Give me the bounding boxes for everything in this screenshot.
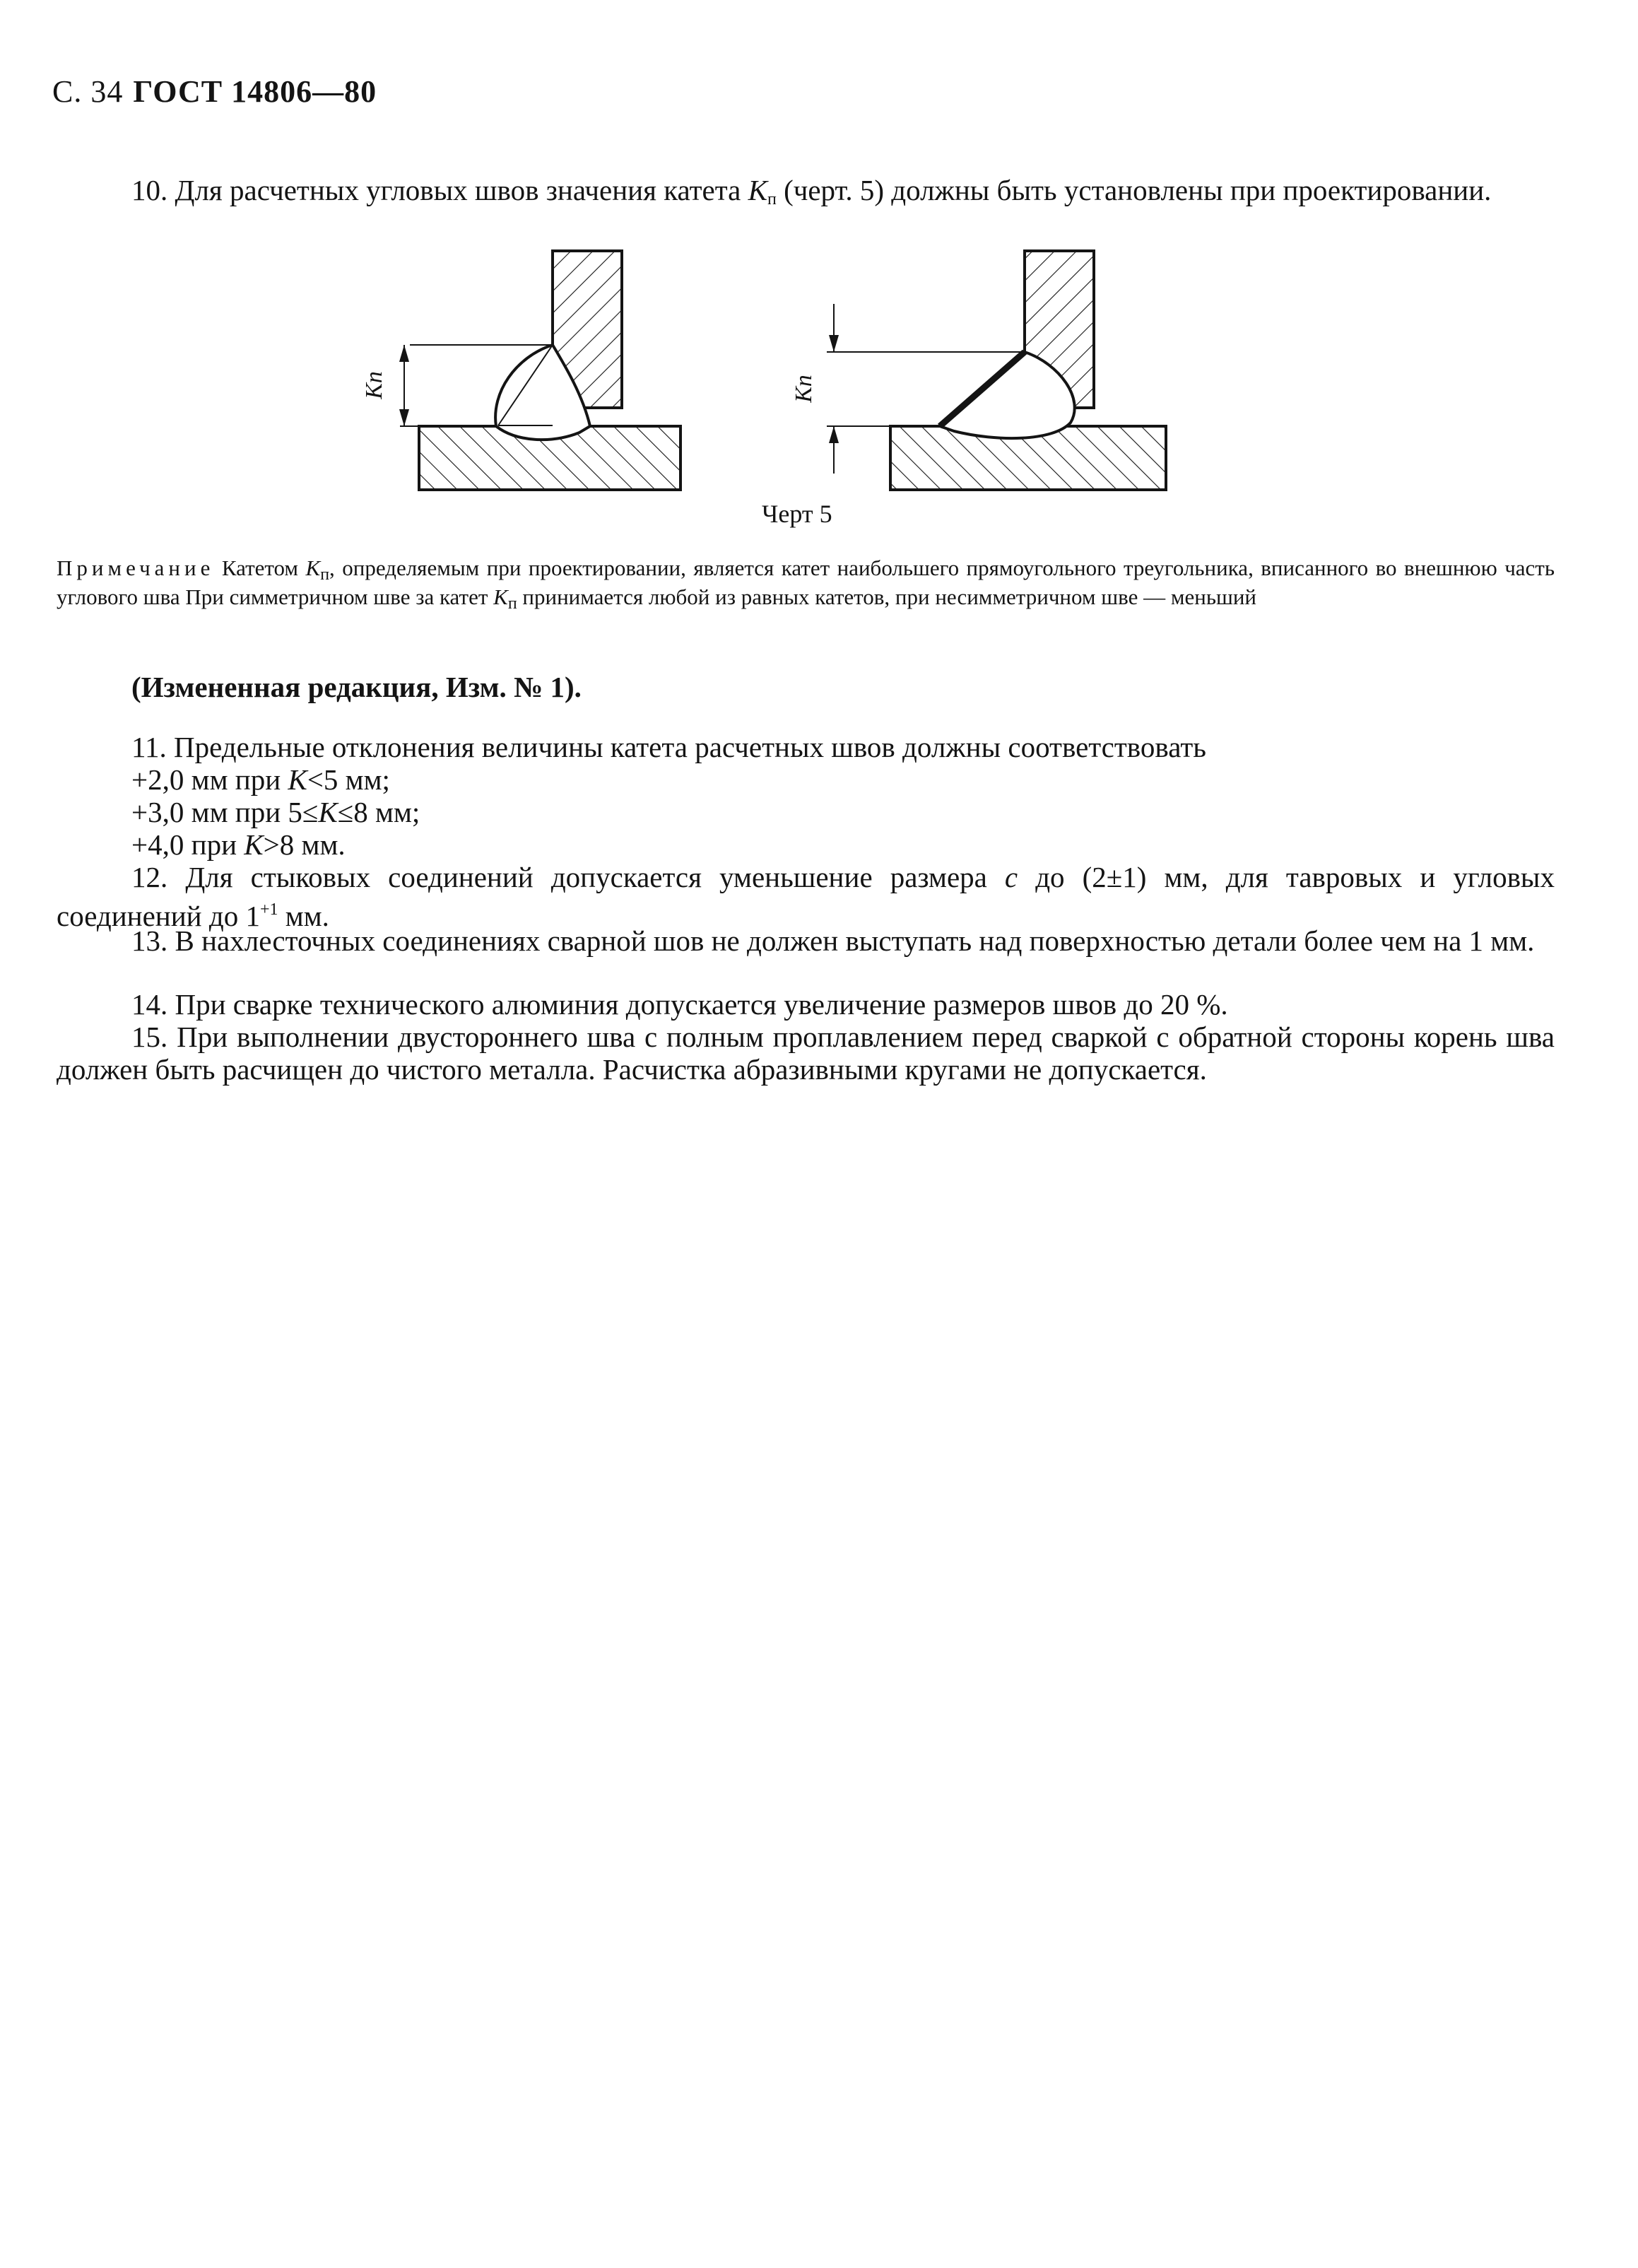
tolerance-2-symbol: K [318, 796, 338, 828]
tolerance-1-symbol: K [288, 763, 307, 796]
tolerance-2-range: ≤8 мм; [337, 796, 420, 828]
figure-5-drawing [339, 240, 1215, 502]
figure-caption: Черт 5 [762, 500, 832, 528]
tolerance-1-range: <5 мм; [307, 763, 390, 796]
p12-text-3: мм. [278, 900, 329, 932]
p12-symbol-c: c [1004, 861, 1018, 893]
leg-label-left: Кп [361, 371, 387, 399]
asymmetric-fillet-weld [827, 251, 1166, 490]
p12-text-2: до (2±1) мм, для тавровых и угловых соединений до 1 [57, 861, 1555, 932]
paragraph-10 [57, 172, 1555, 217]
tolerance-3-text: +4,0 при [131, 828, 244, 861]
page-header [52, 74, 377, 110]
leg-symbol: K [748, 174, 767, 206]
tolerance-1-text: +2,0 мм при [131, 763, 288, 796]
note-subscript-2: п [507, 594, 517, 613]
note-subscript-1: п [320, 565, 330, 584]
paragraph-14: 14. При сварке технического алюминия допускается увеличение размеров швов до 20 %. [131, 988, 1228, 1021]
leg-subscript: п [767, 190, 777, 208]
tolerance-item-1 [131, 763, 390, 796]
tolerance-item-3 [131, 828, 346, 861]
note-text-2: , определяемым при проектировании, является катет наибольшего прямоугольного треугольника, вписанного во внешнюю часть углового шва При симметричном шве за катет [57, 556, 1555, 609]
p10-text-end: (черт. 5) должны быть установлены при проектировании. [776, 174, 1492, 206]
symmetric-fillet-weld [399, 251, 680, 490]
standard-number: ГОСТ 14806—80 [133, 74, 377, 109]
tolerance-3-range: >8 мм. [263, 828, 346, 861]
page-number: С. 34 [52, 74, 124, 109]
tolerance-item-2 [131, 796, 420, 828]
paragraph-15: 15. При выполнении двустороннего шва с полным проплавлением перед сваркой с обратной стороны корень шва должен быть расчищен до чистого металла. Расчистка абразивными кругами не допускается. [57, 1021, 1555, 1086]
leg-label-right: Кп [791, 375, 817, 403]
p12-text-1: 12. Для стыковых соединений допускается уменьшение размера [131, 861, 1005, 893]
note-symbol-1: K [305, 556, 321, 580]
figure-note [57, 557, 1555, 615]
paragraph-11: 11. Предельные отклонения величины катета расчетных швов должны соответствовать [131, 731, 1206, 763]
p12-superscript: +1 [259, 900, 278, 919]
note-text-1: Катетом [214, 556, 306, 580]
note-text-3: принимается любой из равных катетов, при несимметричном шве — меньший [517, 584, 1257, 609]
note-symbol-2: K [493, 584, 508, 609]
tolerance-3-symbol: K [244, 828, 264, 861]
p10-text-start: 10. Для расчетных угловых швов значения катета [131, 174, 748, 206]
paragraph-13: 13. В нахлесточных соединениях сварной шов не должен выступать над поверхностью детали более чем на 1 мм. [131, 924, 1535, 957]
amendment-note: (Измененная редакция, Изм. № 1). [131, 671, 582, 703]
paragraph-12 [57, 861, 1555, 932]
note-title: Примечание [57, 556, 215, 580]
tolerance-2-text: +3,0 мм при 5≤ [131, 796, 319, 828]
